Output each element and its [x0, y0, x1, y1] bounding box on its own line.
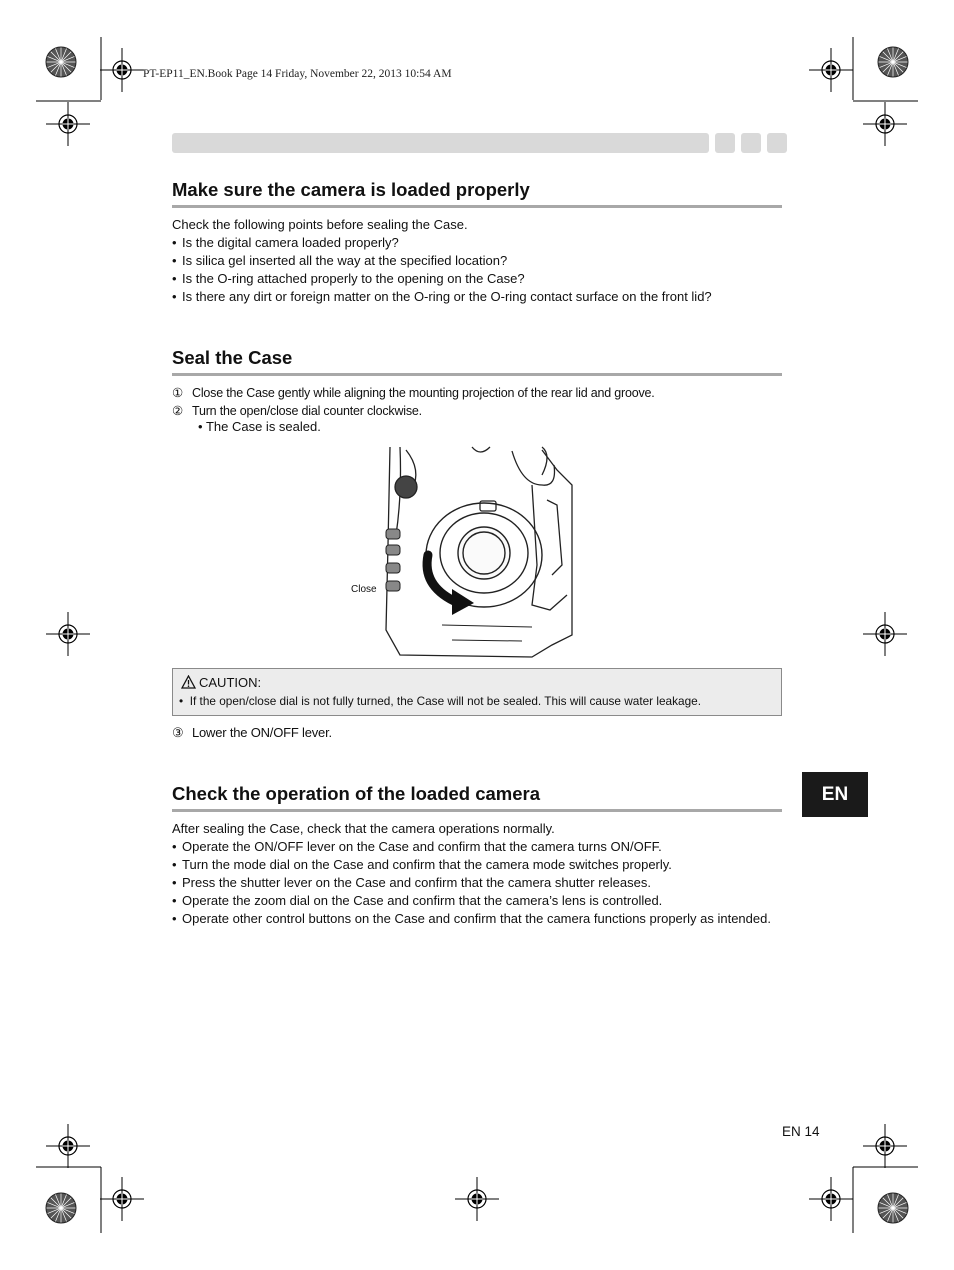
section-intro: Check the following points before sealing the Case.	[172, 217, 468, 232]
caution-heading: CAUTION:	[181, 675, 261, 690]
section-title-camera-loaded: Make sure the camera is loaded properly	[172, 179, 530, 200]
header-square	[715, 133, 735, 153]
section-rule	[172, 373, 782, 376]
figure-label-close: Close	[351, 584, 377, 595]
section-intro: After sealing the Case, check that the camera operations normally.	[172, 821, 555, 836]
list-item: • Is there any dirt or foreign matter on the O-ring or the O-ring contact surface on the front lid?	[172, 289, 712, 304]
step-2: ② Turn the open/close dial counter clockwise.	[172, 404, 422, 418]
step-3: ③ Lower the ON/OFF lever.	[172, 725, 332, 740]
list-item: • Operate the zoom dial on the Case and confirm that the camera’s lens is controlled.	[172, 893, 663, 908]
language-tab: EN	[802, 772, 868, 817]
list-item: • Is the digital camera loaded properly?	[172, 235, 399, 250]
sub-bullet: • The Case is sealed.	[198, 419, 321, 434]
case-sealing-illustration	[382, 445, 582, 660]
header-bar	[172, 133, 709, 153]
section-title-check-operation: Check the operation of the loaded camera	[172, 783, 541, 804]
list-item: • Is the O-ring attached properly to the opening on the Case?	[172, 271, 525, 286]
caution-box	[172, 668, 782, 716]
page-number: EN 14	[782, 1124, 820, 1139]
caution-item: • If the open/close dial is not fully turned, the Case will not be sealed. This will cause water leakage.	[179, 694, 701, 708]
header-square	[767, 133, 787, 153]
section-rule	[172, 809, 782, 812]
list-item: • Turn the mode dial on the Case and confirm that the camera mode switches properly.	[172, 857, 672, 872]
list-item: • Press the shutter lever on the Case and confirm that the camera shutter releases.	[172, 875, 651, 890]
section-rule	[172, 205, 782, 208]
step-1: ① Close the Case gently while aligning the mounting projection of the rear lid and groove.	[172, 386, 655, 400]
list-item: • Operate the ON/OFF lever on the Case and confirm that the camera turns ON/OFF.	[172, 839, 662, 854]
warning-triangle-icon	[181, 675, 196, 689]
list-item: • Operate other control buttons on the Case and confirm that the camera functions properly as intended.	[172, 911, 771, 926]
section-title-seal-case: Seal the Case	[172, 347, 293, 368]
book-header: PT-EP11_EN.Book Page 14 Friday, November 22, 2013 10:54 AM	[143, 68, 452, 80]
list-item: • Is silica gel inserted all the way at the specified location?	[172, 253, 508, 268]
header-square	[741, 133, 761, 153]
